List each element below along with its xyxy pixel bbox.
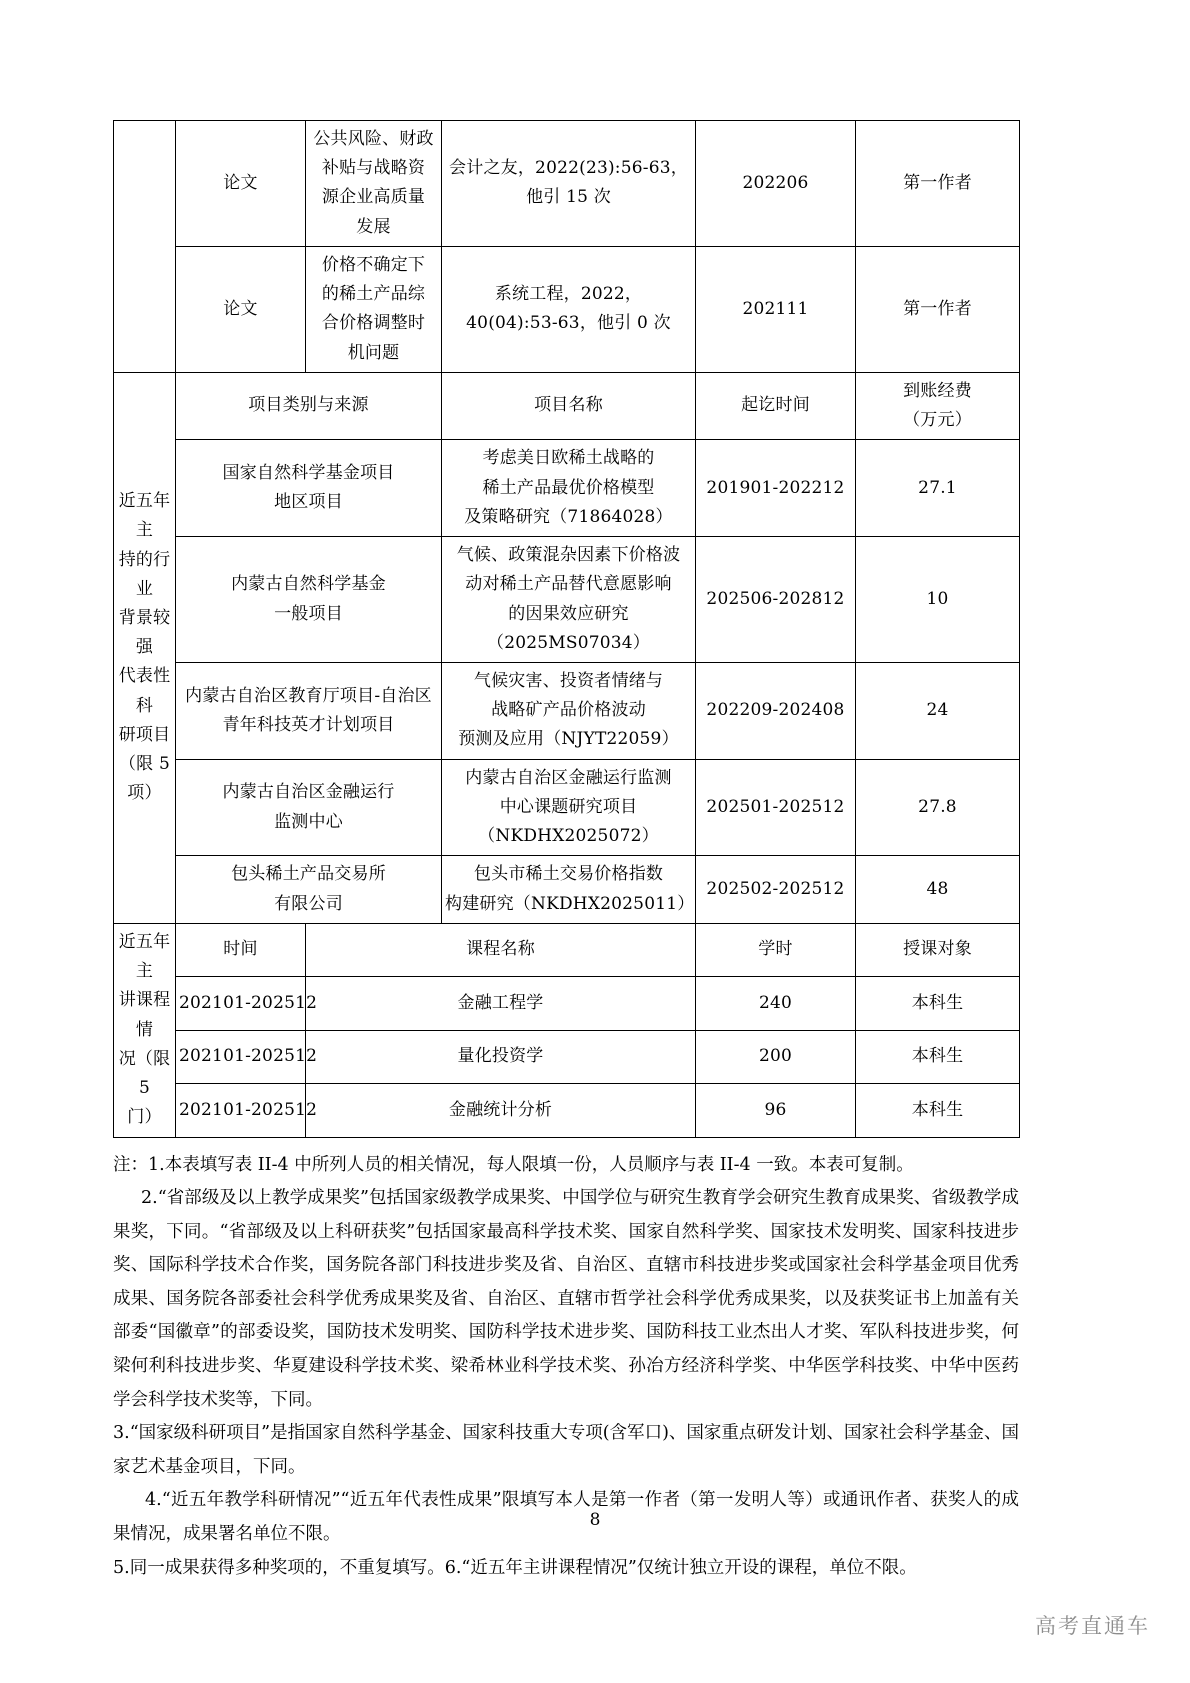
project-name-line: （2025MS07034） bbox=[487, 632, 650, 653]
paper-title-line: 机问题 bbox=[347, 342, 400, 363]
personnel-achievement-table bbox=[113, 120, 1020, 1138]
paper-title-line: 价格不确定下 bbox=[321, 254, 426, 275]
project-time-cell: 202209-202408 bbox=[696, 662, 856, 759]
project-name-cell bbox=[442, 662, 696, 759]
project-name-line: 及策略研究（71864028） bbox=[464, 506, 673, 527]
paper-role-cell: 第一作者 bbox=[856, 246, 1020, 372]
project-funding-cell: 24 bbox=[856, 662, 1020, 759]
project-time-cell: 202502-202512 bbox=[696, 856, 856, 923]
page-number: 8 bbox=[589, 1510, 601, 1530]
paper-title-line: 合价格调整时 bbox=[321, 313, 426, 334]
project-category-line: 青年科技英才计划项目 bbox=[222, 714, 395, 735]
projects-header-time: 起讫时间 bbox=[696, 372, 856, 439]
table-row bbox=[114, 537, 1020, 663]
table-row bbox=[114, 759, 1020, 856]
note-4: 4.“近五年教学科研情况”“近五年代表性成果”限填写本人是第一作者（第一发明人等）或通讯作者、获奖人的成果情况，成果署名单位不限。 bbox=[113, 1490, 1019, 1545]
paper-source-cell bbox=[442, 246, 696, 372]
table-row bbox=[114, 372, 1020, 439]
table-row bbox=[114, 121, 1020, 247]
project-category-line: 有限公司 bbox=[274, 893, 343, 914]
paper-date-cell: 202206 bbox=[696, 121, 856, 247]
project-name-line: 包头市稀土交易价格指数 bbox=[473, 864, 664, 885]
projects-label-line: （限 5 项） bbox=[118, 754, 171, 804]
project-category-cell bbox=[176, 856, 442, 923]
course-audience-cell: 本科生 bbox=[856, 977, 1020, 1030]
paper-section-label-cell bbox=[114, 121, 176, 373]
project-name-line: 内蒙古自治区金融运行监测 bbox=[465, 767, 672, 788]
courses-header-time: 时间 bbox=[176, 923, 306, 976]
paper-title-line: 的稀土产品综 bbox=[321, 284, 426, 305]
courses-label-line: 门） bbox=[127, 1107, 162, 1128]
course-audience-cell: 本科生 bbox=[856, 1084, 1020, 1137]
project-name-line: 气候灾害、投资者情绪与 bbox=[473, 670, 664, 691]
courses-header-audience: 授课对象 bbox=[856, 923, 1020, 976]
paper-source-line: 他引 15 次 bbox=[526, 187, 611, 208]
projects-label-line: 代表性科 bbox=[118, 666, 171, 716]
projects-label-line: 持的行业 bbox=[118, 549, 171, 599]
project-name-line: 动对稀土产品替代意愿影响 bbox=[465, 574, 672, 595]
paper-title-line: 公共风险、财政 bbox=[313, 129, 434, 149]
projects-header-name: 项目名称 bbox=[442, 372, 696, 439]
paper-role-cell: 第一作者 bbox=[856, 121, 1020, 247]
project-funding-cell: 48 bbox=[856, 856, 1020, 923]
project-category-cell bbox=[176, 440, 442, 537]
course-time-cell: 202101-202512 bbox=[176, 1084, 306, 1137]
paper-type-cell: 论文 bbox=[176, 121, 306, 247]
course-hours-cell: 200 bbox=[696, 1030, 856, 1083]
course-hours-cell: 240 bbox=[696, 977, 856, 1030]
paper-title-line: 源企业高质量 bbox=[321, 187, 426, 208]
project-name-line: 战略矿产品价格波动 bbox=[491, 700, 646, 721]
project-category-line: 内蒙古自然科学基金 bbox=[231, 574, 386, 595]
paper-source-line: 会计之友，2022(23):56-63， bbox=[449, 158, 688, 179]
project-category-line: 一般项目 bbox=[274, 603, 343, 624]
paper-title-line: 补贴与战略资 bbox=[321, 158, 426, 179]
courses-label-line: 况（限 5 bbox=[118, 1048, 171, 1099]
project-category-line: 包头稀土产品交易所 bbox=[231, 864, 386, 885]
course-name-cell: 量化投资学 bbox=[306, 1030, 696, 1083]
project-time-cell: 201901-202212 bbox=[696, 440, 856, 537]
project-time-cell: 202501-202512 bbox=[696, 759, 856, 856]
courses-label-line: 讲课程情 bbox=[118, 990, 171, 1040]
paper-source-line: 系统工程，2022， bbox=[494, 284, 643, 305]
table-row bbox=[114, 440, 1020, 537]
project-category-cell bbox=[176, 759, 442, 856]
project-name-cell bbox=[442, 856, 696, 923]
project-time-cell: 202506-202812 bbox=[696, 537, 856, 663]
project-name-line: 气候、政策混杂因素下价格波 bbox=[456, 545, 681, 566]
course-name-cell: 金融工程学 bbox=[306, 977, 696, 1030]
project-name-cell bbox=[442, 759, 696, 856]
project-name-cell bbox=[442, 440, 696, 537]
course-time-cell: 202101-202512 bbox=[176, 1030, 306, 1083]
table-row bbox=[114, 662, 1020, 759]
project-category-cell bbox=[176, 537, 442, 663]
projects-label-line: 近五年主 bbox=[118, 491, 171, 541]
projects-label-line: 研项目 bbox=[118, 724, 171, 745]
courses-section-label-cell bbox=[114, 923, 176, 1137]
projects-header-category: 项目类别与来源 bbox=[176, 372, 442, 439]
course-hours-cell: 96 bbox=[696, 1084, 856, 1137]
table-row bbox=[114, 923, 1020, 976]
watermark: 高考直通车 bbox=[1035, 1614, 1150, 1638]
note-5: 5.同一成果获得多种奖项的，不重复填写。6.“近五年主讲课程情况”仅统计独立开设的课程，单位不限。 bbox=[113, 1557, 917, 1578]
project-name-line: （NKDHX2025072） bbox=[478, 826, 659, 847]
paper-source-cell bbox=[442, 121, 696, 247]
note-3: 3.“国家级科研项目”是指国家自然科学基金、国家科技重大专项(含军口)、国家重点研发计划、国家社会科学基金、国家艺术基金项目，下同。 bbox=[113, 1423, 1019, 1477]
projects-header-funding-line: （万元） bbox=[903, 410, 972, 431]
projects-header-funding-line: 到账经费 bbox=[903, 380, 972, 401]
project-funding-cell: 27.1 bbox=[856, 440, 1020, 537]
projects-label-line: 背景较强 bbox=[118, 608, 171, 658]
project-category-line: 地区项目 bbox=[274, 492, 343, 513]
project-name-line: 稀土产品最优价格模型 bbox=[482, 477, 655, 498]
table-row bbox=[114, 977, 1020, 1030]
project-category-line: 监测中心 bbox=[274, 811, 343, 832]
paper-type-cell: 论文 bbox=[176, 246, 306, 372]
projects-section-label-cell bbox=[114, 372, 176, 923]
paper-source-line: 40(04):53-63，他引 0 次 bbox=[466, 313, 671, 334]
project-name-line: 的因果效应研究 bbox=[508, 603, 629, 624]
project-category-cell bbox=[176, 662, 442, 759]
table-row bbox=[114, 246, 1020, 372]
project-name-line: 中心课题研究项目 bbox=[499, 796, 638, 817]
project-name-line: 预测及应用（NJYT22059） bbox=[458, 729, 679, 750]
courses-label-line: 近五年主 bbox=[118, 931, 171, 982]
table-row bbox=[114, 1084, 1020, 1137]
table-row bbox=[114, 856, 1020, 923]
project-name-line: 构建研究（NKDHX2025011） bbox=[445, 893, 695, 914]
course-name-cell: 金融统计分析 bbox=[306, 1084, 696, 1137]
projects-header-funding bbox=[856, 372, 1020, 439]
course-audience-cell: 本科生 bbox=[856, 1030, 1020, 1083]
paper-title-cell bbox=[306, 121, 442, 247]
note-2: 2.“省部级及以上教学成果奖”包括国家级教学成果奖、中国学位与研究生教育学会研究生教育成果奖、省级教学成果奖，下同。“省部级及以上科研获奖”包括国家最高科学技术奖、国家自然科学奖、国家技术发明奖、国家科技进步奖、国际科学技术合作奖，国务院各部门科技进步奖及省、自治区、直辖市科技进步奖或国家社会科学基金项目优秀成果、国务院各部委社会科学优秀成果奖及省、自治区、直辖市哲学社会科学优秀成果奖，以及获奖证书上加盖有关部委“国徽章”的部委设奖，国防技术发明奖、国防科学技术进步奖、国防科技工业杰出人才奖、军队科技进步奖，何梁何利科技进步奖、华夏建设科学技术奖、梁希林业科学技术奖、孙冶方经济科学奖、中华医学科技奖、中华中医药学会科学技术奖等，下同。 bbox=[113, 1188, 1019, 1410]
courses-header-name: 课程名称 bbox=[306, 923, 696, 976]
paper-title-line: 发展 bbox=[356, 216, 391, 237]
project-category-line: 国家自然科学基金项目 bbox=[222, 462, 395, 483]
course-time-cell: 202101-202512 bbox=[176, 977, 306, 1030]
project-name-cell bbox=[442, 537, 696, 663]
project-funding-cell: 10 bbox=[856, 537, 1020, 663]
note-1: 注：1.本表填写表 II-4 中所列人员的相关情况，每人限填一份，人员顺序与表 II-4 一致。本表可复制。 bbox=[113, 1154, 914, 1175]
courses-header-hours: 学时 bbox=[696, 923, 856, 976]
project-category-line: 内蒙古自治区金融运行 bbox=[222, 782, 395, 803]
project-funding-cell: 27.8 bbox=[856, 759, 1020, 856]
page-content bbox=[113, 120, 1019, 1585]
paper-title-cell bbox=[306, 246, 442, 372]
project-category-line: 内蒙古自治区教育厅项目-自治区 bbox=[185, 685, 432, 706]
table-row bbox=[114, 1030, 1020, 1083]
paper-date-cell: 202111 bbox=[696, 246, 856, 372]
project-name-line: 考虑美日欧稀土战略的 bbox=[482, 448, 655, 469]
